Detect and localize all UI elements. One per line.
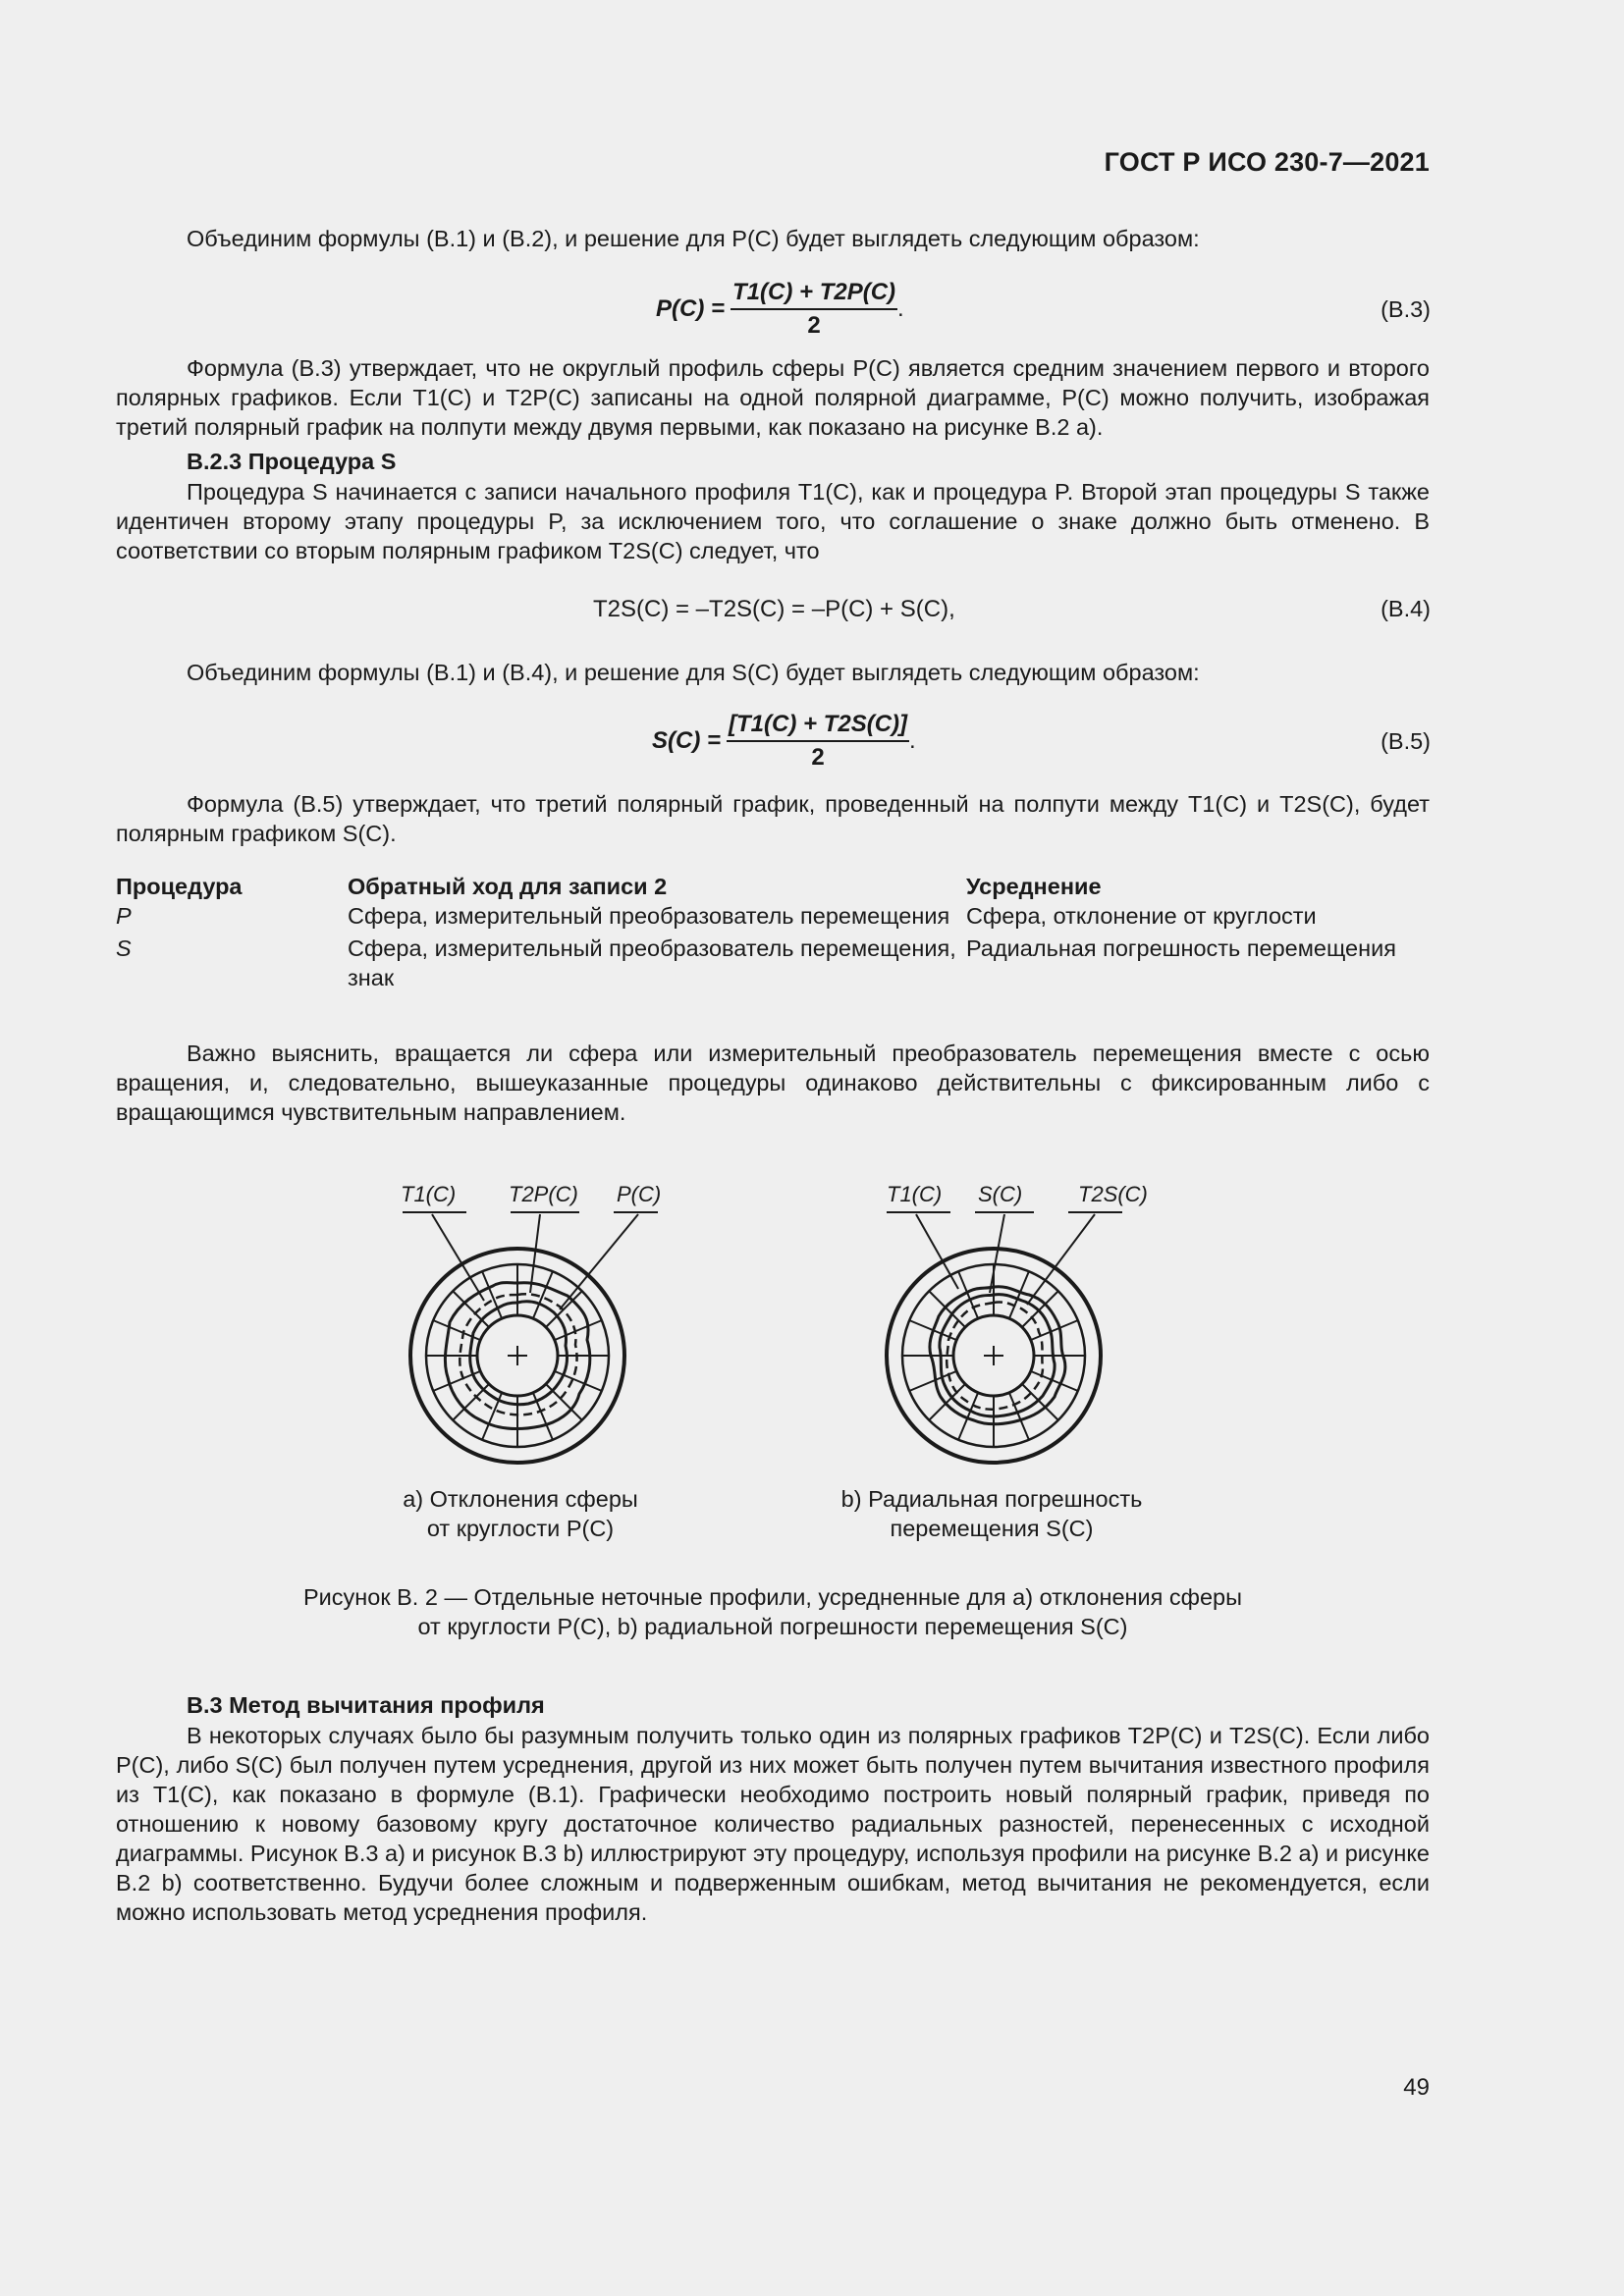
document-code-header: ГОСТ Р ИСО 230-7—2021 <box>1104 147 1430 177</box>
table-cell: Сфера, измерительный преобразователь перемещения <box>348 903 950 929</box>
equation-b3 <box>656 279 904 340</box>
table-row <box>116 934 1432 992</box>
diagram-b-label-t1: T1(C) <box>887 1182 943 1206</box>
subcaption-a-line1: а) Отклонения сферы <box>403 1486 638 1512</box>
table-header-cell: Усреднение <box>966 874 1102 899</box>
equation-b4: T2S(C) = –T2S(C) = –P(C) + S(C), <box>593 596 955 622</box>
table-header-cell: Процедура <box>116 874 243 899</box>
diagram-a-label-p: P(C) <box>617 1182 662 1206</box>
equation-b5-numerator: [T1(C) + T2S(C)] <box>727 711 909 742</box>
section-heading-b23: B.2.3 Процедура S <box>187 449 397 474</box>
equation-b4-number: (B.4) <box>1380 596 1431 621</box>
page-number: 49 <box>1403 2074 1430 2101</box>
polar-diagram-b <box>862 1173 1137 1477</box>
table-cell: S <box>116 935 132 961</box>
equation-b3-fraction <box>731 279 897 340</box>
table-cell: Сфера, отклонение от круглости <box>966 903 1317 929</box>
paragraph-intro-b3: Объединим формулы (B.1) и (B.2), и решение для P(C) будет выглядеть следующим образом: <box>187 226 1200 251</box>
leader-line <box>990 1214 1004 1293</box>
equation-b5-denominator: 2 <box>811 744 825 771</box>
leader-line <box>530 1214 540 1293</box>
subcaption-b <box>815 1484 1168 1543</box>
equation-b5 <box>652 711 916 772</box>
equation-b3-tail: . <box>897 295 904 322</box>
table-row <box>116 901 1432 931</box>
figure-caption <box>116 1582 1430 1641</box>
equation-b3-number: (B.3) <box>1380 296 1431 322</box>
paragraph-procedure-s: Процедура S начинается с записи начального профиля T1(C), как и процедура P. Второй этап процедуры S также идентичен второму этапу процедуры P, за исключением того, что соглашение о знаке должно быть отменено. В соответствии со вторым полярным графиком T2S(C) следует, что <box>116 479 1430 563</box>
table-cell: P <box>116 903 132 929</box>
table-header-row <box>116 872 1432 901</box>
figure-caption-line2: от круглости P(C), b) радиальной погрешности перемещения S(C) <box>417 1614 1128 1639</box>
subcaption-b-line1: b) Радиальная погрешность <box>840 1486 1143 1512</box>
equation-b3-lhs: P(C) = <box>656 295 726 322</box>
section-heading-b3: B.3 Метод вычитания профиля <box>187 1692 545 1718</box>
equation-b5-number: (B.5) <box>1380 728 1431 754</box>
diagram-b-label-t2s: T2S(C) <box>1078 1182 1148 1206</box>
polar-diagram-a <box>383 1173 658 1477</box>
table-cell: Сфера, измерительный преобразователь перемещения, знак <box>348 935 956 990</box>
paragraph-subtraction-method: В некоторых случаях было бы разумным получить только один из полярных графиков T2P(C) и T2S(C). Если либо P(C), либо S(C) был получен путем усреднения, другой из них может быть получен путем вычитания известного профиля из T1(C), как показано в формуле (B.1). Графически необходимо построить новый полярный график, приведя по отношению к новому базовому кругу достаточное количество радиальных разностей, перенесенных с исходной диаграммы. Рисунок B.3 а) и рисунок B.3 b) иллюстрируют эту процедуру, используя профили на рисунке B.2 а) и рисунке B.2 b) соответственно. Будучи более сложным и подверженным ошибкам, метод вычитания не рекомендуется, если можно использовать метод усреднения профиля. <box>116 1723 1430 1925</box>
subcaption-a <box>363 1484 677 1543</box>
subcaption-b-line2: перемещения S(C) <box>890 1516 1094 1541</box>
equation-b5-lhs: S(C) = <box>652 727 722 754</box>
table-cell: Радиальная погрешность перемещения <box>966 935 1396 961</box>
table-header-cell: Обратный ход для записи 2 <box>348 874 668 899</box>
diagram-a-label-t1: T1(C) <box>401 1182 457 1206</box>
figure-caption-line1: Рисунок B. 2 — Отдельные неточные профили, усредненные для а) отклонения сферы <box>302 1584 1243 1610</box>
equation-b5-tail: . <box>909 727 916 754</box>
procedures-table <box>116 872 1432 992</box>
paragraph-rotation-note: Важно выяснить, вращается ли сфера или измерительный преобразователь перемещения вместе с осью вращения, и, следовательно, вышеуказанные процедуры одинаково действительны с фиксированным либо с вращающимся чувствительным направлением. <box>116 1041 1430 1125</box>
diagram-a-label-t2p: T2P(C) <box>509 1182 578 1206</box>
paragraph-b5-explanation: Формула (B.5) утверждает, что третий полярный график, проведенный на полпути между T1(C) и T2S(C), будет полярным графиком S(C). <box>116 791 1430 846</box>
diagram-b-label-s: S(C) <box>978 1182 1023 1206</box>
equation-b3-numerator: T1(C) + T2P(C) <box>731 279 897 310</box>
paragraph-intro-b5: Объединим формулы (B.1) и (B.4), и решение для S(C) будет выглядеть следующим образом: <box>187 660 1200 685</box>
equation-b5-fraction <box>727 711 909 772</box>
equation-b3-denominator: 2 <box>807 312 821 339</box>
paragraph-b3-explanation: Формула (B.3) утверждает, что не округлый профиль сферы P(C) является средним значением первого и второго полярных графиков. Если T1(C) и T2P(C) записаны на одной полярной диаграмме, P(C) можно получить, изображая третий полярный график на полпути между двумя первыми, как показано на рисунке B.2 а). <box>116 355 1430 440</box>
subcaption-a-line2: от круглости P(C) <box>426 1516 615 1541</box>
